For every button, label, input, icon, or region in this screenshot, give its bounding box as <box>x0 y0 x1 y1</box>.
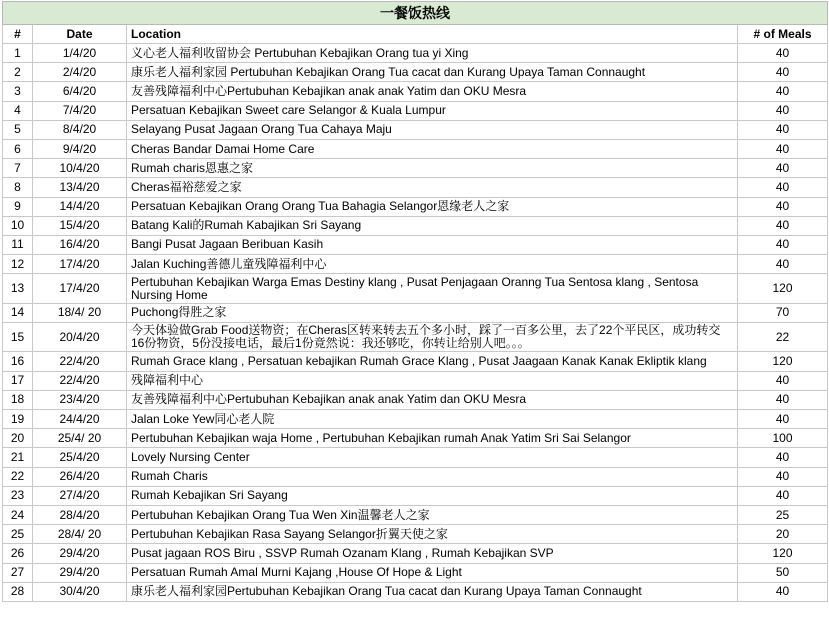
cell-date[interactable]: 8/4/20 <box>33 120 127 139</box>
cell-meals[interactable]: 40 <box>738 197 828 216</box>
cell-meals[interactable]: 120 <box>738 352 828 371</box>
cell-date[interactable]: 28/4/20 <box>33 505 127 524</box>
cell-location[interactable]: Pertubuhan Kebajikan waja Home , Pertubuhan Kebajikan rumah Anak Yatim Sri Sai Selangor <box>127 429 738 448</box>
cell-num[interactable]: 22 <box>3 467 33 486</box>
cell-meals[interactable]: 40 <box>738 448 828 467</box>
cell-location[interactable]: Pusat jagaan ROS Biru , SSVP Rumah Ozanam Klang , Rumah Kebajikan SVP <box>127 544 738 563</box>
cell-date[interactable]: 16/4/20 <box>33 235 127 254</box>
cell-num[interactable]: 17 <box>3 371 33 390</box>
cell-date[interactable]: 29/4/20 <box>33 544 127 563</box>
cell-location[interactable]: Pertubuhan Kebajikan Rasa Sayang Selangor折翼天使之家 <box>127 525 738 544</box>
cell-num[interactable]: 15 <box>3 322 33 352</box>
cell-meals[interactable]: 120 <box>738 544 828 563</box>
cell-location[interactable]: Rumah Kebajikan Sri Sayang <box>127 486 738 505</box>
table-row <box>3 582 828 601</box>
cell-date[interactable]: 30/4/20 <box>33 582 127 601</box>
cell-date[interactable]: 26/4/20 <box>33 467 127 486</box>
cell-num[interactable]: 3 <box>3 82 33 101</box>
cell-date[interactable]: 14/4/20 <box>33 197 127 216</box>
cell-date[interactable]: 22/4/20 <box>33 371 127 390</box>
cell-location[interactable]: Puchong得胜之家 <box>127 303 738 322</box>
table-row <box>3 486 828 505</box>
cell-location[interactable]: Rumah charis恩惠之家 <box>127 159 738 178</box>
cell-location[interactable]: 今天体验做Grab Food送物资；在Cheras区转来转去五个多小时，踩了一百多公里，去了22个平民区，成功转交16份物资，5份没接电话，最后1份竟然说：我还够吃，你转让给别人吧。。。 <box>127 322 738 352</box>
cell-location[interactable]: Bangi Pusat Jagaan Beribuan Kasih <box>127 235 738 254</box>
cell-meals[interactable]: 40 <box>738 371 828 390</box>
cell-num[interactable]: 5 <box>3 120 33 139</box>
cell-date[interactable]: 6/4/20 <box>33 82 127 101</box>
cell-date[interactable]: 17/4/20 <box>33 255 127 274</box>
cell-num[interactable]: 23 <box>3 486 33 505</box>
cell-meals[interactable]: 40 <box>738 82 828 101</box>
cell-meals[interactable]: 100 <box>738 429 828 448</box>
cell-num[interactable]: 9 <box>3 197 33 216</box>
cell-num[interactable]: 11 <box>3 235 33 254</box>
cell-num[interactable]: 4 <box>3 101 33 120</box>
cell-date[interactable]: 25/4/20 <box>33 448 127 467</box>
cell-location[interactable]: Selayang Pusat Jagaan Orang Tua Cahaya Maju <box>127 120 738 139</box>
table-row <box>3 120 828 139</box>
table-row <box>3 322 828 352</box>
cell-meals[interactable]: 40 <box>738 139 828 158</box>
cell-num[interactable]: 26 <box>3 544 33 563</box>
cell-meals[interactable]: 50 <box>738 563 828 582</box>
meals-table <box>2 1 828 602</box>
table-row <box>3 139 828 158</box>
cell-meals[interactable]: 40 <box>738 120 828 139</box>
table-row <box>3 159 828 178</box>
table-row <box>3 44 828 63</box>
cell-meals[interactable]: 40 <box>738 235 828 254</box>
table-body <box>3 44 828 602</box>
cell-location[interactable]: 友善残障福利中心Pertubuhan Kebajikan anak anak Yatim dan OKU Mesra <box>127 82 738 101</box>
cell-meals[interactable]: 40 <box>738 44 828 63</box>
cell-date[interactable]: 24/4/20 <box>33 410 127 429</box>
cell-meals[interactable]: 40 <box>738 63 828 82</box>
cell-meals[interactable]: 40 <box>738 159 828 178</box>
cell-meals[interactable]: 40 <box>738 582 828 601</box>
cell-num[interactable]: 8 <box>3 178 33 197</box>
table-row <box>3 563 828 582</box>
table-row <box>3 178 828 197</box>
cell-meals[interactable]: 40 <box>738 178 828 197</box>
table-row <box>3 525 828 544</box>
cell-num[interactable]: 19 <box>3 410 33 429</box>
table-row <box>3 371 828 390</box>
cell-num[interactable]: 24 <box>3 505 33 524</box>
table-row <box>3 101 828 120</box>
cell-meals[interactable]: 70 <box>738 303 828 322</box>
table-row <box>3 255 828 274</box>
cell-date[interactable]: 17/4/20 <box>33 274 127 304</box>
spreadsheet <box>2 1 827 602</box>
cell-meals[interactable]: 40 <box>738 410 828 429</box>
cell-location[interactable]: Jalan Kuching善德儿童残障福利中心 <box>127 255 738 274</box>
cell-num[interactable]: 27 <box>3 563 33 582</box>
cell-date[interactable]: 1/4/20 <box>33 44 127 63</box>
cell-location[interactable]: Rumah Grace klang , Persatuan kebajikan Rumah Grace Klang , Pusat Jaagaan Kanak Kanak Ekliptik klang <box>127 352 738 371</box>
cell-date[interactable]: 10/4/20 <box>33 159 127 178</box>
cell-num[interactable]: 28 <box>3 582 33 601</box>
cell-location[interactable]: Jalan Loke Yew同心老人院 <box>127 410 738 429</box>
cell-location[interactable]: 友善残障福利中心Pertubuhan Kebajikan anak anak Yatim dan OKU Mesra <box>127 390 738 409</box>
table-row <box>3 390 828 409</box>
cell-num[interactable]: 2 <box>3 63 33 82</box>
cell-num[interactable]: 1 <box>3 44 33 63</box>
cell-date[interactable]: 29/4/20 <box>33 563 127 582</box>
cell-location[interactable]: 康乐老人福利家园Pertubuhan Kebajikan Orang Tua cacat dan Kurang Upaya Taman Connaught <box>127 582 738 601</box>
cell-date[interactable]: 28/4/ 20 <box>33 525 127 544</box>
table-row <box>3 429 828 448</box>
cell-num[interactable]: 13 <box>3 274 33 304</box>
cell-date[interactable]: 27/4/20 <box>33 486 127 505</box>
cell-date[interactable]: 13/4/20 <box>33 178 127 197</box>
cell-date[interactable]: 2/4/20 <box>33 63 127 82</box>
cell-date[interactable]: 7/4/20 <box>33 101 127 120</box>
cell-meals[interactable]: 40 <box>738 390 828 409</box>
header-row <box>3 25 828 44</box>
header-meals[interactable]: # of Meals <box>738 25 828 44</box>
table-row <box>3 448 828 467</box>
cell-location[interactable]: Persatuan Kebajikan Orang Orang Tua Bahagia Selangor恩缘老人之家 <box>127 197 738 216</box>
cell-num[interactable]: 21 <box>3 448 33 467</box>
cell-location[interactable]: Persatuan Kebajikan Sweet care Selangor & Kuala Lumpur <box>127 101 738 120</box>
cell-num[interactable]: 20 <box>3 429 33 448</box>
cell-num[interactable]: 18 <box>3 390 33 409</box>
header-date[interactable]: Date <box>33 25 127 44</box>
cell-meals[interactable]: 20 <box>738 525 828 544</box>
cell-date[interactable]: 25/4/ 20 <box>33 429 127 448</box>
cell-location[interactable]: 义心老人福利收留协会 Pertubuhan Kebajikan Orang tua yi Xing <box>127 44 738 63</box>
table-row <box>3 63 828 82</box>
cell-meals[interactable]: 22 <box>738 322 828 352</box>
cell-date[interactable]: 9/4/20 <box>33 139 127 158</box>
table-row <box>3 274 828 304</box>
cell-location[interactable]: Pertubuhan Kebajikan Warga Emas Destiny klang , Pusat Penjagaan Oranng Tua Sentosa klang , Sentosa Nursing Home <box>127 274 738 304</box>
header-num[interactable]: # <box>3 25 33 44</box>
cell-location[interactable]: 康乐老人福利家园 Pertubuhan Kebajikan Orang Tua cacat dan Kurang Upaya Taman Connaught <box>127 63 738 82</box>
cell-num[interactable]: 12 <box>3 255 33 274</box>
cell-num[interactable]: 14 <box>3 303 33 322</box>
cell-location[interactable]: Persatuan Rumah Amal Murni Kajang ,House Of Hope & Light <box>127 563 738 582</box>
cell-num[interactable]: 25 <box>3 525 33 544</box>
cell-location[interactable]: Cheras Bandar Damai Home Care <box>127 139 738 158</box>
cell-num[interactable]: 16 <box>3 352 33 371</box>
cell-meals[interactable]: 40 <box>738 467 828 486</box>
cell-meals[interactable]: 40 <box>738 101 828 120</box>
table-row <box>3 216 828 235</box>
cell-location[interactable]: Cheras福裕慈爱之家 <box>127 178 738 197</box>
cell-meals[interactable]: 40 <box>738 216 828 235</box>
table-row <box>3 410 828 429</box>
table-row <box>3 467 828 486</box>
cell-location[interactable]: Pertubuhan Kebajikan Orang Tua Wen Xin温馨老人之家 <box>127 505 738 524</box>
cell-location[interactable]: Lovely Nursing Center <box>127 448 738 467</box>
table-row <box>3 505 828 524</box>
cell-location[interactable]: 残障福利中心 <box>127 371 738 390</box>
cell-num[interactable]: 7 <box>3 159 33 178</box>
cell-date[interactable]: 23/4/20 <box>33 390 127 409</box>
cell-num[interactable]: 6 <box>3 139 33 158</box>
table-row <box>3 544 828 563</box>
table-row <box>3 303 828 322</box>
cell-meals[interactable]: 40 <box>738 486 828 505</box>
cell-location[interactable]: Rumah Charis <box>127 467 738 486</box>
cell-meals[interactable]: 120 <box>738 274 828 304</box>
cell-location[interactable]: Batang Kali的Rumah Kabajikan Sri Sayang <box>127 216 738 235</box>
header-location[interactable]: Location <box>127 25 738 44</box>
cell-meals[interactable]: 25 <box>738 505 828 524</box>
sheet-title[interactable]: 一餐饭热线 <box>3 2 828 25</box>
title-row <box>3 2 828 25</box>
cell-num[interactable]: 10 <box>3 216 33 235</box>
cell-date[interactable]: 18/4/ 20 <box>33 303 127 322</box>
table-row <box>3 352 828 371</box>
table-row <box>3 82 828 101</box>
cell-date[interactable]: 20/4/20 <box>33 322 127 352</box>
cell-date[interactable]: 22/4/20 <box>33 352 127 371</box>
table-row <box>3 197 828 216</box>
cell-meals[interactable]: 40 <box>738 255 828 274</box>
cell-date[interactable]: 15/4/20 <box>33 216 127 235</box>
table-row <box>3 235 828 254</box>
